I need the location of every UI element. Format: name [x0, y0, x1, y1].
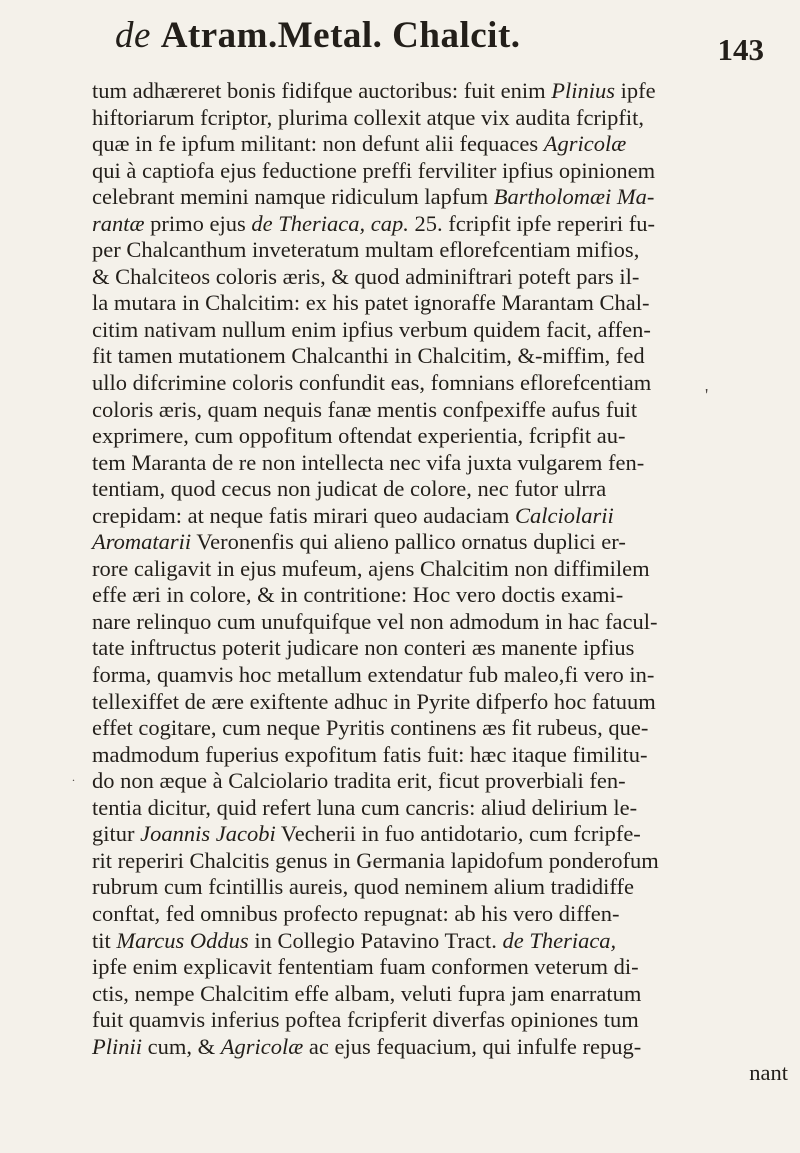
italic-segment: Bartholomæi Ma-	[493, 184, 655, 210]
text-segment: forma, quamvis hoc metallum extendatur fub maleo,fi vero in-	[92, 662, 655, 688]
text-segment: conftat, fed omnibus profecto repugnat: ab his vero diffen-	[92, 900, 620, 926]
text-line	[92, 450, 792, 477]
text-line	[92, 954, 792, 981]
italic-segment: rantæ	[92, 210, 145, 236]
text-line	[92, 795, 792, 822]
text-segment: effe æri in colore, & in contritione: Hoc vero doctis exami-	[92, 582, 624, 608]
margin-speck: '	[705, 385, 709, 405]
body-text	[92, 78, 792, 1087]
text-segment: hiftoriarum fcriptor, plurima collexit atque vix audita fcripfit,	[92, 104, 645, 130]
italic-segment: Agricolæ	[220, 1033, 304, 1059]
text-segment: ipfe	[615, 78, 656, 103]
text-line	[92, 503, 792, 530]
text-line	[92, 689, 792, 716]
text-line	[92, 105, 792, 132]
text-segment: cum, &	[142, 1033, 221, 1059]
text-segment: ctis, nempe Chalcitim effe albam, veluti fupra jam enarratum	[92, 980, 642, 1006]
text-segment: rubrum cum fcintillis aureis, quod neminem alium tradidiffe	[92, 874, 634, 900]
text-segment: exprimere, cum oppofitum oftendat experientia, fcripfit au-	[92, 423, 626, 449]
catchword: nant	[749, 1060, 788, 1086]
text-segment: ipfe enim explicavit fententiam fuam conformen veterum di-	[92, 954, 639, 980]
text-segment: tit	[92, 927, 117, 953]
text-line	[92, 211, 792, 238]
page-number: 143	[717, 32, 764, 67]
text-segment: & Chalciteos coloris æris, & quod adminiftrari poteft pars il-	[92, 263, 640, 289]
italic-segment: Marcus Oddus	[116, 927, 249, 953]
text-segment: primo ejus	[144, 210, 252, 236]
running-title-prefix: de	[115, 15, 161, 56]
text-line	[92, 476, 792, 503]
italic-segment: Plinii	[92, 1033, 142, 1059]
text-segment: tentia dicitur, quid refert luna cum cancris: aliud delirium le-	[92, 794, 638, 820]
text-segment: rore caligavit in ejus mufeum, ajens Chalcitim non diffimilem	[92, 555, 650, 581]
text-segment: la mutara in Chalcitim: ex his patet ignoraffe Marantam Chal-	[92, 290, 650, 316]
text-segment: in Collegio Patavino Tract.	[248, 927, 503, 953]
text-segment: coloris æris, quam nequis fanæ mentis confpexiffe aufus fuit	[92, 396, 638, 422]
italic-segment: Calciolarii	[514, 502, 614, 528]
text-line	[92, 874, 792, 901]
running-title-main: Atram.Metal. Chalcit.	[160, 15, 521, 56]
text-line	[92, 715, 792, 742]
text-line	[92, 184, 792, 211]
text-line	[92, 928, 792, 955]
running-title	[115, 14, 521, 57]
text-segment: crepidam: at neque fatis mirari queo audaciam	[92, 502, 515, 528]
italic-segment: Aromatarii	[92, 529, 192, 555]
text-line	[92, 609, 792, 636]
text-segment: tentiam, quod cecus non judicat de colore, nec futor ulrra	[92, 476, 607, 502]
text-segment: do non æque à Calciolario tradita erit, ficut proverbiali fen-	[92, 768, 626, 794]
text-line	[92, 582, 792, 609]
text-segment: madmodum fuperius expofitum fatis fuit: hæc itaque fimilitu-	[92, 741, 648, 767]
text-line	[92, 131, 792, 158]
text-segment: rit reperiri Chalcitis genus in Germania lapidofum ponderofum	[92, 847, 659, 873]
italic-segment: Joannis Jacobi	[140, 821, 276, 847]
text-line	[92, 635, 792, 662]
text-line	[92, 901, 792, 928]
text-line	[92, 821, 792, 848]
text-segment: effet cogitare, cum neque Pyritis continens æs fit rubeus, que-	[92, 715, 649, 741]
text-line	[92, 343, 792, 370]
italic-segment: Agricolæ	[543, 131, 627, 157]
text-line	[92, 556, 792, 583]
text-segment: tate inftructus poterit judicare non conteri æs manente ipfius	[92, 635, 635, 661]
text-line	[92, 742, 792, 769]
text-segment: gitur	[92, 821, 141, 847]
text-segment: tellexiffet de ære exiftente adhuc in Pyrite difperfo hoc fatuum	[92, 688, 656, 714]
text-line	[92, 981, 792, 1008]
text-segment: qui à captiofa ejus feductione preffi ferviliter ipfius opinionem	[92, 157, 656, 183]
text-segment: citim nativam nullum enim ipfius verbum quidem facit, affen-	[92, 316, 651, 342]
text-line	[92, 290, 792, 317]
text-segment: fuit quamvis inferius poftea fcripferit diverfas opiniones tum	[92, 1007, 639, 1033]
text-line	[92, 370, 792, 397]
text-segment: 25. fcripfit ipfe reperiri fu-	[408, 210, 655, 236]
text-line	[92, 768, 792, 795]
text-line	[92, 848, 792, 875]
text-line	[92, 662, 792, 689]
text-line	[92, 78, 792, 105]
text-segment: ullo difcrimine coloris confundit eas, fomnians eflorefcentiam	[92, 370, 652, 396]
text-segment: nare relinquo cum unufquifque vel non admodum in hac facul-	[92, 608, 658, 634]
text-segment: celebrant memini namque ridiculum lapfum	[92, 184, 494, 210]
text-line	[92, 529, 792, 556]
text-line	[92, 1034, 792, 1061]
italic-segment: Plinius	[551, 78, 616, 103]
text-line	[92, 1007, 792, 1034]
text-segment: ac ejus fequacium, qui infulfe repug-	[303, 1033, 642, 1059]
text-line	[92, 237, 792, 264]
text-line	[92, 317, 792, 344]
text-segment: tem Maranta de re non intellecta nec vifa juxta vulgarem fen-	[92, 449, 645, 475]
margin-speck: .	[72, 770, 75, 784]
text-line	[92, 423, 792, 450]
text-segment: per Chalcanthum inveteratum multam eflorefcentiam mifios,	[92, 237, 640, 263]
text-segment: tum adhæreret bonis fidifque auctoribus: fuit enim	[92, 78, 552, 103]
text-line	[92, 397, 792, 424]
text-line	[92, 264, 792, 291]
text-segment: Veronenfis qui alieno pallico ornatus duplici er-	[191, 529, 626, 555]
text-segment: quæ in fe ipfum militant: non defunt alii fequaces	[92, 131, 544, 157]
italic-segment: de Theriaca,	[502, 927, 617, 953]
text-segment: fit tamen mutationem Chalcanthi in Chalcitim, &-miffim, fed	[92, 343, 645, 369]
page-header	[115, 14, 772, 74]
italic-segment: de Theriaca, cap.	[251, 210, 409, 236]
text-line	[92, 158, 792, 185]
text-segment: Vecherii in fuo antidotario, cum fcripfe-	[275, 821, 641, 847]
